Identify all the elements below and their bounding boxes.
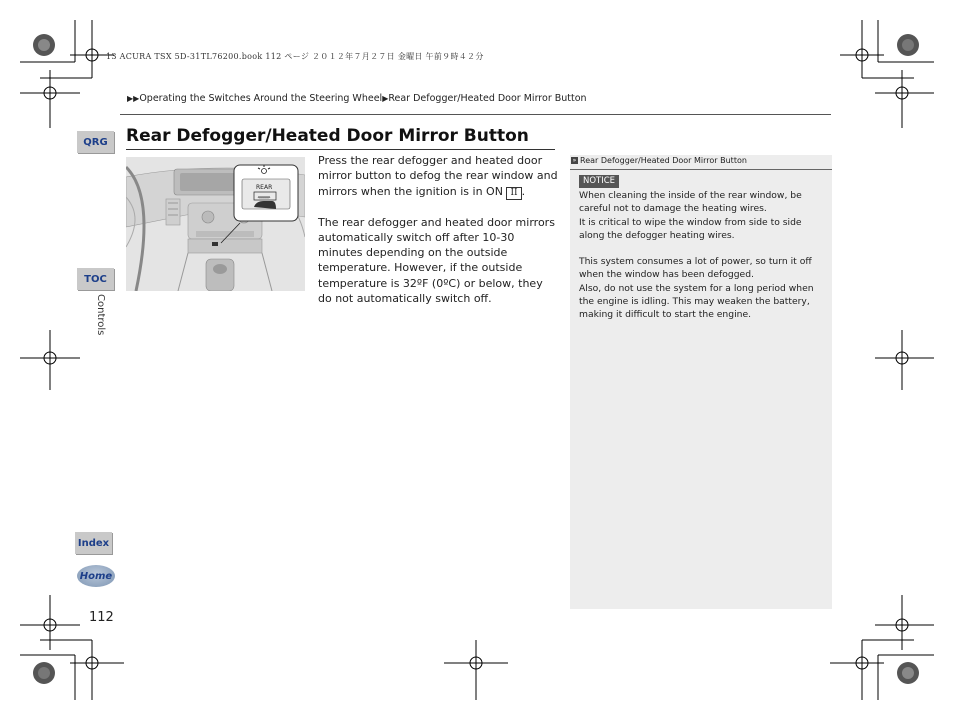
sidebar-heading: » Rear Defogger/Heated Door Mirror Button (572, 156, 747, 165)
body-text (318, 153, 558, 321)
breadcrumb-section[interactable]: Operating the Switches Around the Steering Wheel (139, 93, 383, 104)
breadcrumb (127, 93, 587, 104)
body-paragraph-1: Press the rear defogger and heated door mirror button to defog the rear window and mirrors when the ignition is in ON II . (318, 154, 558, 198)
rear-button-label: REAR (256, 184, 273, 191)
notice-badge: NOTICE (579, 175, 619, 188)
page-number: 112 (89, 610, 114, 625)
title-rule (126, 149, 555, 150)
sidebar-text (579, 189, 824, 322)
notice-text-2: It is critical to wipe the window from side to side along the defogger heating wires. (579, 216, 802, 241)
breadcrumb-current: Rear Defogger/Heated Door Mirror Button (388, 93, 587, 104)
qrg-tab[interactable]: QRG (77, 131, 114, 153)
header-rule (120, 114, 831, 115)
ignition-position-key: II (506, 187, 521, 200)
toc-tab[interactable]: TOC (77, 268, 114, 290)
home-button[interactable]: Home (77, 565, 115, 587)
section-label: Controls (95, 294, 106, 336)
print-header: 13 ACURA TSX 5D-31TL76200.book 112 ページ ２０１２年７月２７日 金曜日 午前９時４２分 (106, 52, 484, 61)
dashboard-illustration (126, 157, 305, 291)
breadcrumb-separator-icon: ▶ (382, 94, 389, 103)
body-paragraph-2: The rear defogger and heated door mirrors automatically switch off after 10-30 minutes depending on the outside temperature. However, if the outside temperature is 32ºF (0ºC) or below, they do not automatically switch off. (318, 215, 555, 306)
power-text: This system consumes a lot of power, so turn it off when the window has been defogged. (579, 256, 812, 281)
dashboard-drawing (126, 157, 305, 291)
idle-text: Also, do not use the system for a long period when the engine is idling. This may weaken the battery, making it difficult to start the engine. (579, 282, 814, 321)
notice-text: When cleaning the inside of the rear window, be careful not to damage the heating wires. (579, 190, 802, 215)
reference-marker-icon: » (572, 157, 577, 164)
index-tab[interactable]: Index (75, 532, 112, 554)
breadcrumb-arrow-icon: ▶▶ (127, 94, 140, 103)
page-title: Rear Defogger/Heated Door Mirror Button (126, 126, 529, 146)
